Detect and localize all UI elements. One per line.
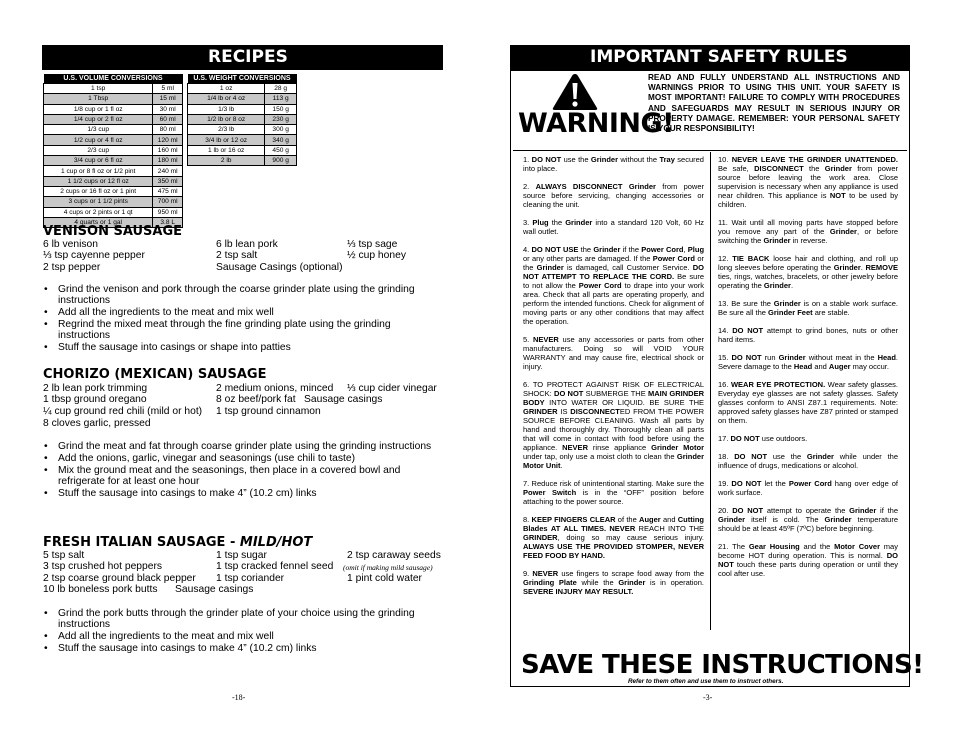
metric-cell: 15 ml: [153, 94, 183, 104]
rules-column-right: [718, 155, 898, 587]
page-number-right: -3-: [703, 693, 713, 702]
ingredient: 6 lb lean pork: [216, 239, 278, 250]
table-row: [44, 166, 183, 176]
weight-table-title: U.S. WEIGHT CONVERSIONS: [188, 74, 297, 84]
step: • Add all the ingredients to the meat and mix well: [43, 631, 443, 642]
divider: [513, 150, 907, 151]
ingredient: Sausage casings: [304, 394, 383, 405]
ingredient: ⅓ cup cider vinegar: [347, 383, 437, 394]
metric-cell: 3.8 L: [153, 217, 183, 227]
ingredient: 2 tsp coarse ground black pepper: [43, 573, 196, 584]
us-measure-cell: 2 lb: [188, 156, 265, 166]
us-measure-cell: 4 cups or 2 pints or 1 qt: [44, 207, 153, 217]
step: • Add the onions, garlic, vinegar and seasonings (use chili to taste): [43, 453, 443, 464]
rules-column-left: [523, 155, 704, 605]
save-instructions-title: SAVE THESE INSTRUCTIONS!: [521, 650, 924, 680]
table-row: [44, 94, 183, 104]
metric-cell: 900 g: [265, 156, 297, 166]
ingredient: 8 oz beef/pork fat: [216, 394, 296, 405]
step: • Stuff the sausage into casings or shape into patties: [43, 342, 443, 353]
table-row: [44, 84, 183, 94]
ingredient: 1 tsp ground cinnamon: [216, 406, 321, 417]
step: • Grind the meat and fat through coarse grinder plate using the grinding instructions: [43, 441, 443, 452]
metric-cell: 475 ml: [153, 186, 183, 196]
rule-9: 9. NEVER use fingers to scrape food away from the Grinding Plate while the Grinder is in operation. SEVERE INJURY MAY RESULT.: [523, 569, 704, 596]
ingredient: 10 lb boneless pork butts: [43, 584, 158, 595]
warning-text: READ AND FULLY UNDERSTAND ALL INSTRUCTIONS AND WARNINGS PRIOR TO USING THIS UNIT. YOUR SAFETY IS MOST IMPORTANT! FAILURE TO COMPLY WITH PROCEDURES AND SAFEGUARDS MAY RESULT IN SERIOUS INJURY OR PROPERTY DAMAGE. REMEMBER: YOUR PERSONAL SAFETY IS YOUR RESPONSIBILITY!: [648, 73, 900, 134]
metric-cell: 230 g: [265, 114, 297, 124]
rule-14: 14. DO NOT attempt to grind bones, nuts or other hard items.: [718, 326, 898, 344]
table-row: [188, 104, 297, 114]
ingredient: ⅓ tsp sage: [347, 239, 398, 250]
metric-cell: 113 g: [265, 94, 297, 104]
italian-title: [43, 535, 312, 550]
us-measure-cell: 1 cup or 8 fl oz or 1/2 pint: [44, 166, 153, 176]
us-measure-cell: 3/4 cup or 6 fl oz: [44, 156, 153, 166]
volume-table-title: U.S. VOLUME CONVERSIONS: [44, 74, 183, 84]
italian-title-main: FRESH ITALIAN SAUSAGE -: [43, 535, 240, 550]
ingredient: ⅓ tsp cayenne pepper: [43, 250, 145, 261]
step: • Stuff the sausage into casings to make 4” (10.2 cm) links: [43, 488, 443, 499]
ingredient: 2 tsp caraway seeds: [347, 550, 441, 561]
refer-note: Refer to them often and use them to instruct others.: [628, 678, 784, 685]
rule-16: 16. WEAR EYE PROTECTION. Wear safety glasses. Everyday eye glasses are not safety glasses. Safety glasses conform to ANSI Z87.1 requirements. Note: approved safety glasses have Z87 printed or stamped on them.: [718, 380, 899, 425]
table-row: [44, 207, 183, 217]
us-measure-cell: 1 1/2 cups or 12 fl oz: [44, 176, 153, 186]
metric-cell: 80 ml: [153, 125, 183, 135]
table-row: [44, 176, 183, 186]
rule-19: 19. DO NOT let the Power Cord hang over edge of work surface.: [718, 479, 898, 497]
us-measure-cell: 2/3 cup: [44, 145, 153, 155]
ingredient: ¼ cup ground red chili (mild or hot): [43, 406, 203, 417]
ingredient: 1 pint cold water: [347, 573, 422, 584]
rule-17: 17. DO NOT use outdoors.: [718, 434, 808, 443]
ingredient: ½ cup honey: [347, 250, 406, 261]
table-row: [188, 145, 297, 155]
table-row: [44, 125, 183, 135]
ingredient: 2 medium onions, minced: [216, 383, 334, 394]
chorizo-steps: [43, 441, 443, 500]
ingredient: 1 tsp coriander: [216, 573, 285, 584]
weight-conversion-table: [187, 74, 297, 166]
table-row: [188, 94, 297, 104]
rule-6: 6. TO PROTECT AGAINST RISK OF ELECTRICAL SHOCK: DO NOT SUBMERGE THE MAIN GRINDER BODY INTO WATER OR LIQUID. BE SURE THE GRINDER IS DISCONNECTED FROM THE POWER SOURCE BEFORE CLEANING. Wash all parts by hand and thoroughly dry. Thoroughly clean all parts that will come in contact with food before using the appliance. NEVER rinse appliance Grinder Motor under tap, only use a moist cloth to clean the Grinder Motor Unit.: [523, 380, 705, 470]
metric-cell: 160 ml: [153, 145, 183, 155]
rule-21: 21. The Gear Housing and the Motor Cover may become HOT during operation. This is normal. DO NOT touch these parts during operation or until they cool after use.: [718, 542, 898, 578]
volume-conversion-table: [43, 74, 183, 228]
step: • Stuff the sausage into casings to make 4” (10.2 cm) links: [43, 643, 443, 654]
venison-steps: [43, 284, 443, 354]
rule-11: 11. Wait until all moving parts have stopped before you remove any part of the Grinder, or before switching the Grinder in reverse.: [718, 218, 898, 245]
table-row: [44, 114, 183, 124]
recipes-header: RECIPES: [42, 45, 443, 70]
rule-13: 13. Be sure the Grinder is on a stable work surface. Be sure all the Grinder Feet are stable.: [718, 299, 898, 317]
us-measure-cell: 1 oz: [188, 84, 265, 94]
us-measure-cell: 1 Tbsp: [44, 94, 153, 104]
table-row: [44, 197, 183, 207]
us-measure-cell: 1/3 cup: [44, 125, 153, 135]
us-measure-cell: 1 tsp: [44, 84, 153, 94]
us-measure-cell: 4 quarts or 1 gal: [44, 217, 153, 227]
rule-7: 7. Reduce risk of unintentional starting. Make sure the Power Switch is in the “OFF” position before attaching to the power source.: [523, 479, 704, 506]
table-row: [44, 186, 183, 196]
us-measure-cell: 1/4 lb or 4 oz: [188, 94, 265, 104]
ingredient: Sausage casings: [175, 584, 254, 595]
table-row: [188, 114, 297, 124]
us-measure-cell: 1/2 lb or 8 oz: [188, 114, 265, 124]
ingredient: 2 lb lean pork trimming: [43, 383, 148, 394]
rule-18: 18. DO NOT use the Grinder while under the influence of drugs, medications or alcohol.: [718, 452, 898, 470]
ingredient: 5 tsp salt: [43, 550, 85, 561]
rule-4: 4. DO NOT USE the Grinder if the Power Cord, Plug or any other parts are damaged. If the Power Cord or the Grinder is damaged, call Customer Service. DO NOT ATTEMPT TO REPLACE THE CORD. Be sure to not allow the Power Cord to drape into your work area. Check that all parts are operating properly, and perform the intended functions. Check for alignment of moving parts or any other conditions that may affect the operation.: [523, 245, 705, 326]
table-row: [44, 156, 183, 166]
metric-cell: 30 ml: [153, 104, 183, 114]
metric-cell: 340 g: [265, 135, 297, 145]
rule-15: 15. DO NOT run Grinder without meat in the Head. Severe damage to the Head and Auger may occur.: [718, 353, 899, 371]
italian-title-variant: MILD/HOT: [239, 535, 313, 550]
ingredient: 2 tsp pepper: [43, 262, 101, 273]
step: • Grind the venison and pork through the coarse grinder plate using the grinding instructions: [43, 284, 443, 306]
metric-cell: 60 ml: [153, 114, 183, 124]
step: • Add all the ingredients to the meat and mix well: [43, 307, 443, 318]
warning-triangle-icon: [552, 73, 598, 111]
rule-12: 12. TIE BACK loose hair and clothing, and roll up long sleeves before operating the Grinder. REMOVE ties, rings, watches, bracelets, or other jewelry before operating the Grinder.: [718, 254, 899, 290]
us-measure-cell: 3/4 lb or 12 oz: [188, 135, 265, 145]
rule-5: 5. NEVER use any accessories or parts from other manufacturers. Doing so will VOID YOUR WARRANTY and may cause fire, electrical shock or injury.: [523, 335, 704, 371]
ingredient: 8 cloves garlic, pressed: [43, 418, 151, 429]
italian-steps: [43, 608, 443, 655]
metric-cell: 950 ml: [153, 207, 183, 217]
metric-cell: 240 ml: [153, 166, 183, 176]
ingredient: 1 tsp sugar: [216, 550, 267, 561]
ingredient: 3 tsp crushed hot peppers: [43, 561, 163, 572]
table-row: [188, 135, 297, 145]
us-measure-cell: 1/3 lb: [188, 104, 265, 114]
table-row: [44, 145, 183, 155]
us-measure-cell: 2/3 lb: [188, 125, 265, 135]
ingredient: Sausage Casings (optional): [216, 262, 343, 273]
metric-cell: 180 ml: [153, 156, 183, 166]
warning-title: WARNING!: [518, 108, 674, 139]
ingredient: 1 tsp cracked fennel seed: [216, 561, 334, 572]
us-measure-cell: 2 cups or 16 fl oz or 1 pint: [44, 186, 153, 196]
step: • Mix the ground meat and the seasonings, then place in a covered bowl and refrigerate for at least one hour: [43, 465, 443, 487]
table-row: [188, 125, 297, 135]
metric-cell: 450 g: [265, 145, 297, 155]
column-divider: [710, 152, 711, 630]
rule-1: 1. DO NOT use the Grinder without the Tray secured into place.: [523, 155, 704, 173]
metric-cell: 120 ml: [153, 135, 183, 145]
metric-cell: 28 g: [265, 84, 297, 94]
table-row: [188, 84, 297, 94]
rule-8: 8. KEEP FINGERS CLEAR of the Auger and Cutting Blades AT ALL TIMES. NEVER REACH INTO THE GRINDER, doing so may cause serious injury. ALWAYS USE THE PROVIDED STOMPER, NEVER FEED FOOD BY HAND.: [523, 515, 705, 560]
metric-cell: 300 g: [265, 125, 297, 135]
page-number-left: -18-: [232, 693, 246, 702]
metric-cell: 150 g: [265, 104, 297, 114]
us-measure-cell: 1 lb or 16 oz: [188, 145, 265, 155]
ingredient: 2 tsp salt: [216, 250, 258, 261]
rule-20: 20. DO NOT attempt to operate the Grinder if the Grinder itself is cold. The Grinder temperature should be at least 45ºF (7ºC) before beginning.: [718, 506, 898, 533]
metric-cell: 350 ml: [153, 176, 183, 186]
us-measure-cell: 1/8 cup or 1 fl oz: [44, 104, 153, 114]
us-measure-cell: 1/4 cup or 2 fl oz: [44, 114, 153, 124]
step: • Regrind the mixed meat through the fine grinding plate using the grinding instructions: [43, 319, 443, 341]
safety-header: IMPORTANT SAFETY RULES: [510, 45, 910, 70]
us-measure-cell: 3 cups or 1 1/2 pints: [44, 197, 153, 207]
table-row: [44, 135, 183, 145]
table-row: [188, 156, 297, 166]
ingredient: 6 lb venison: [43, 239, 98, 250]
chorizo-title: CHORIZO (MEXICAN) SAUSAGE: [43, 367, 267, 382]
step: • Grind the pork butts through the grinder plate of your choice using the grinding instructions: [43, 608, 443, 630]
rule-3: 3. Plug the Grinder into a standard 120 Volt, 60 Hz wall outlet.: [523, 218, 705, 236]
rule-2: 2. ALWAYS DISCONNECT Grinder from power source before servicing, changing accessories or cleaning the unit.: [523, 182, 704, 209]
table-row: [44, 104, 183, 114]
metric-cell: 700 ml: [153, 197, 183, 207]
metric-cell: 5 ml: [153, 84, 183, 94]
ingredient-note: (omit if making mild sausage): [343, 563, 433, 572]
ingredient: 1 tbsp ground oregano: [43, 394, 147, 405]
venison-title: VENISON SAUSAGE: [43, 224, 183, 239]
us-measure-cell: 1/2 cup or 4 fl oz: [44, 135, 153, 145]
rule-10: 10. NEVER LEAVE THE GRINDER UNATTENDED. Be safe, DISCONNECT the Grinder from power source before leaving the work area. Close supervision is necessary when any appliance is used near children. This appliance is NOT to be used by children.: [718, 155, 898, 209]
